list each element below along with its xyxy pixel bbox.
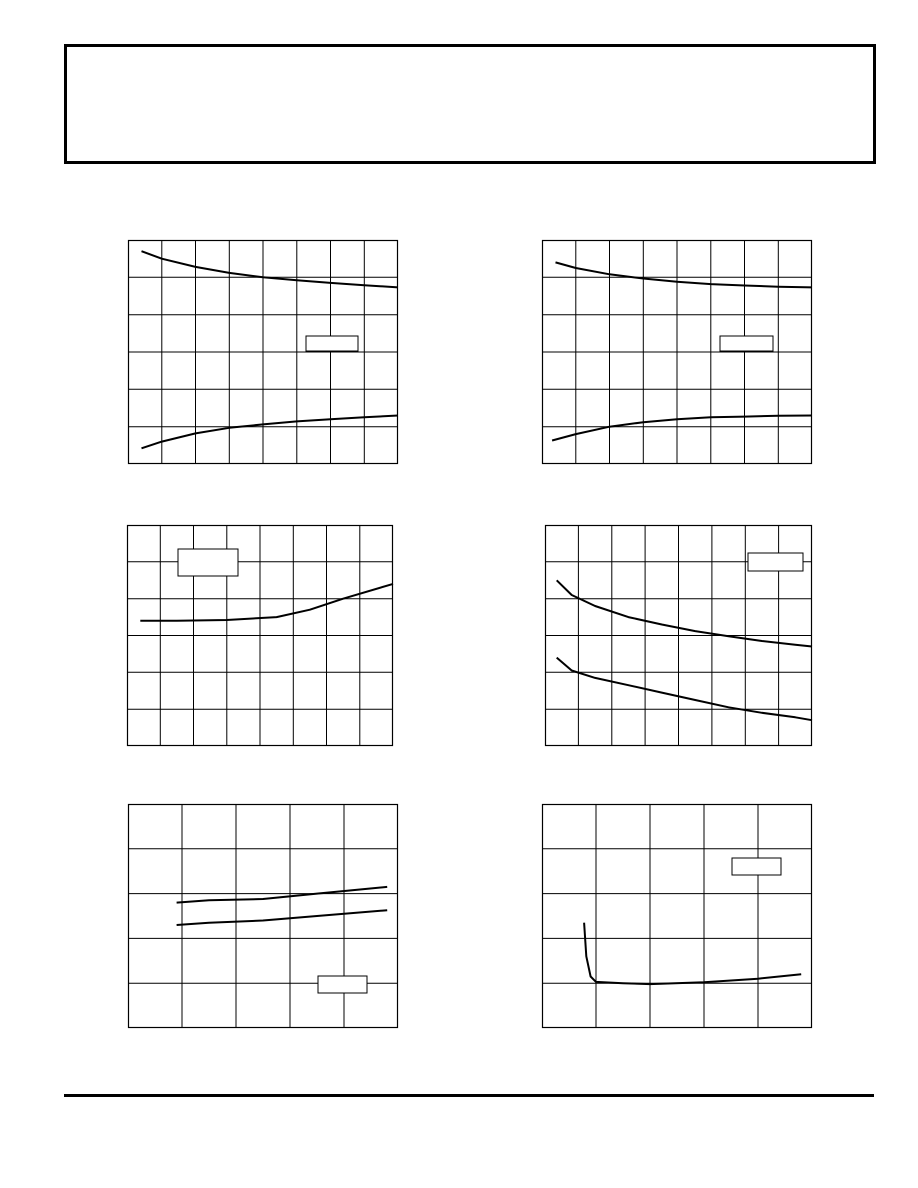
series-line-2 (552, 416, 812, 441)
plot-frame (129, 805, 398, 1028)
chart-2 (542, 240, 812, 464)
series-line-1 (556, 262, 813, 287)
series-line-2 (142, 416, 399, 449)
legend-box (178, 549, 238, 576)
series-line-1 (584, 923, 801, 984)
legend-box (732, 858, 781, 875)
legend-box (306, 336, 358, 351)
chart-3 (127, 525, 393, 746)
series-line-1 (557, 580, 812, 646)
series-line-1 (177, 887, 388, 903)
series-line-1 (140, 584, 393, 621)
legend-box (720, 336, 773, 351)
footer-rule (64, 1094, 874, 1097)
chart-1 (128, 240, 398, 464)
legend-box (318, 976, 367, 993)
legend-box (748, 553, 803, 571)
chart-6 (542, 804, 812, 1028)
series-line-2 (557, 658, 812, 721)
plot-frame (543, 805, 812, 1028)
series-line-2 (177, 910, 388, 925)
header-box (64, 44, 876, 164)
series-line-1 (142, 251, 399, 287)
chart-4 (545, 525, 812, 746)
chart-5 (128, 804, 398, 1028)
